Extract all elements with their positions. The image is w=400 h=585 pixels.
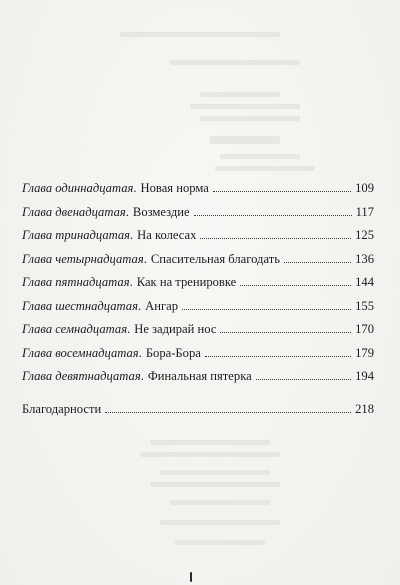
page-number: 194: [355, 369, 374, 383]
dot-leader: [240, 285, 351, 286]
bleed-through-line: [190, 104, 300, 109]
chapter-number: Глава восемнадцатая.: [22, 345, 142, 360]
dot-leader: [200, 238, 351, 239]
toc-entry: [22, 346, 374, 370]
chapter-number: Глава двенадцатая.: [22, 204, 129, 219]
table-of-contents: [22, 181, 374, 393]
dot-leader: [213, 191, 351, 192]
bleed-through-line: [170, 500, 270, 505]
toc-entry: [22, 252, 374, 276]
chapter-title: Возмездие: [132, 204, 190, 219]
bleed-through-line: [160, 520, 280, 525]
chapter-title: Ангар: [145, 298, 178, 313]
bleed-through-line: [220, 154, 300, 159]
page-number: 117: [355, 204, 374, 219]
chapter-number: Глава девятнадцатая.: [22, 369, 144, 383]
toc-entry: [22, 369, 374, 393]
chapter-title: Не задирай нос: [134, 322, 217, 336]
page-number: 125: [355, 228, 374, 242]
dot-leader: [284, 262, 351, 263]
bleed-through-line: [160, 470, 270, 475]
page-number: 109: [355, 181, 374, 195]
toc-entry: [22, 299, 374, 323]
toc-entry: [22, 228, 374, 252]
chapter-title: Спасительная благодать: [150, 251, 280, 266]
toc-entry: [22, 205, 374, 229]
bleed-through-line: [175, 540, 265, 545]
chapter-title: На колесах: [137, 228, 197, 242]
bleed-through-line: [140, 452, 280, 457]
chapter-number: Глава одиннадцатая.: [22, 181, 137, 195]
bleed-through-line: [210, 136, 280, 144]
toc-entry: [22, 181, 374, 205]
dot-leader: [105, 412, 351, 413]
dot-leader: [205, 356, 351, 357]
chapter-number: Глава тринадцатая.: [22, 228, 134, 242]
page-number: 170: [355, 322, 374, 336]
dot-leader: [256, 379, 351, 380]
acknowledgements-title: Благодарности: [22, 402, 102, 416]
toc-acknowledgements: [22, 402, 374, 426]
chapter-number: Глава четырнадцатая.: [22, 251, 147, 266]
binding-mark: [190, 572, 192, 582]
chapter-number: Глава пятнадцатая.: [22, 275, 133, 289]
bleed-through-line: [215, 166, 315, 171]
page-number: 136: [355, 251, 374, 266]
page-number: 155: [355, 298, 374, 313]
chapter-title: Финальная пятерка: [147, 369, 252, 383]
toc-entry: [22, 402, 374, 426]
toc-entry: [22, 322, 374, 346]
page-number: 179: [355, 345, 374, 360]
bleed-through-line: [200, 116, 300, 121]
page-number: 144: [355, 275, 374, 289]
chapter-title: Бора-Бора: [145, 345, 201, 360]
bleed-through-line: [200, 92, 280, 97]
bleed-through-line: [120, 32, 280, 37]
dot-leader: [182, 309, 351, 310]
toc-entry: [22, 275, 374, 299]
bleed-through-line: [170, 60, 300, 65]
bleed-through-line: [150, 440, 270, 445]
chapter-number: Глава семнадцатая.: [22, 322, 131, 336]
page-number: 218: [355, 402, 374, 416]
bleed-through-line: [150, 482, 280, 487]
chapter-title: Новая норма: [140, 181, 209, 195]
chapter-title: Как на тренировке: [136, 275, 237, 289]
dot-leader: [194, 215, 352, 216]
dot-leader: [220, 332, 351, 333]
chapter-number: Глава шестнадцатая.: [22, 298, 142, 313]
